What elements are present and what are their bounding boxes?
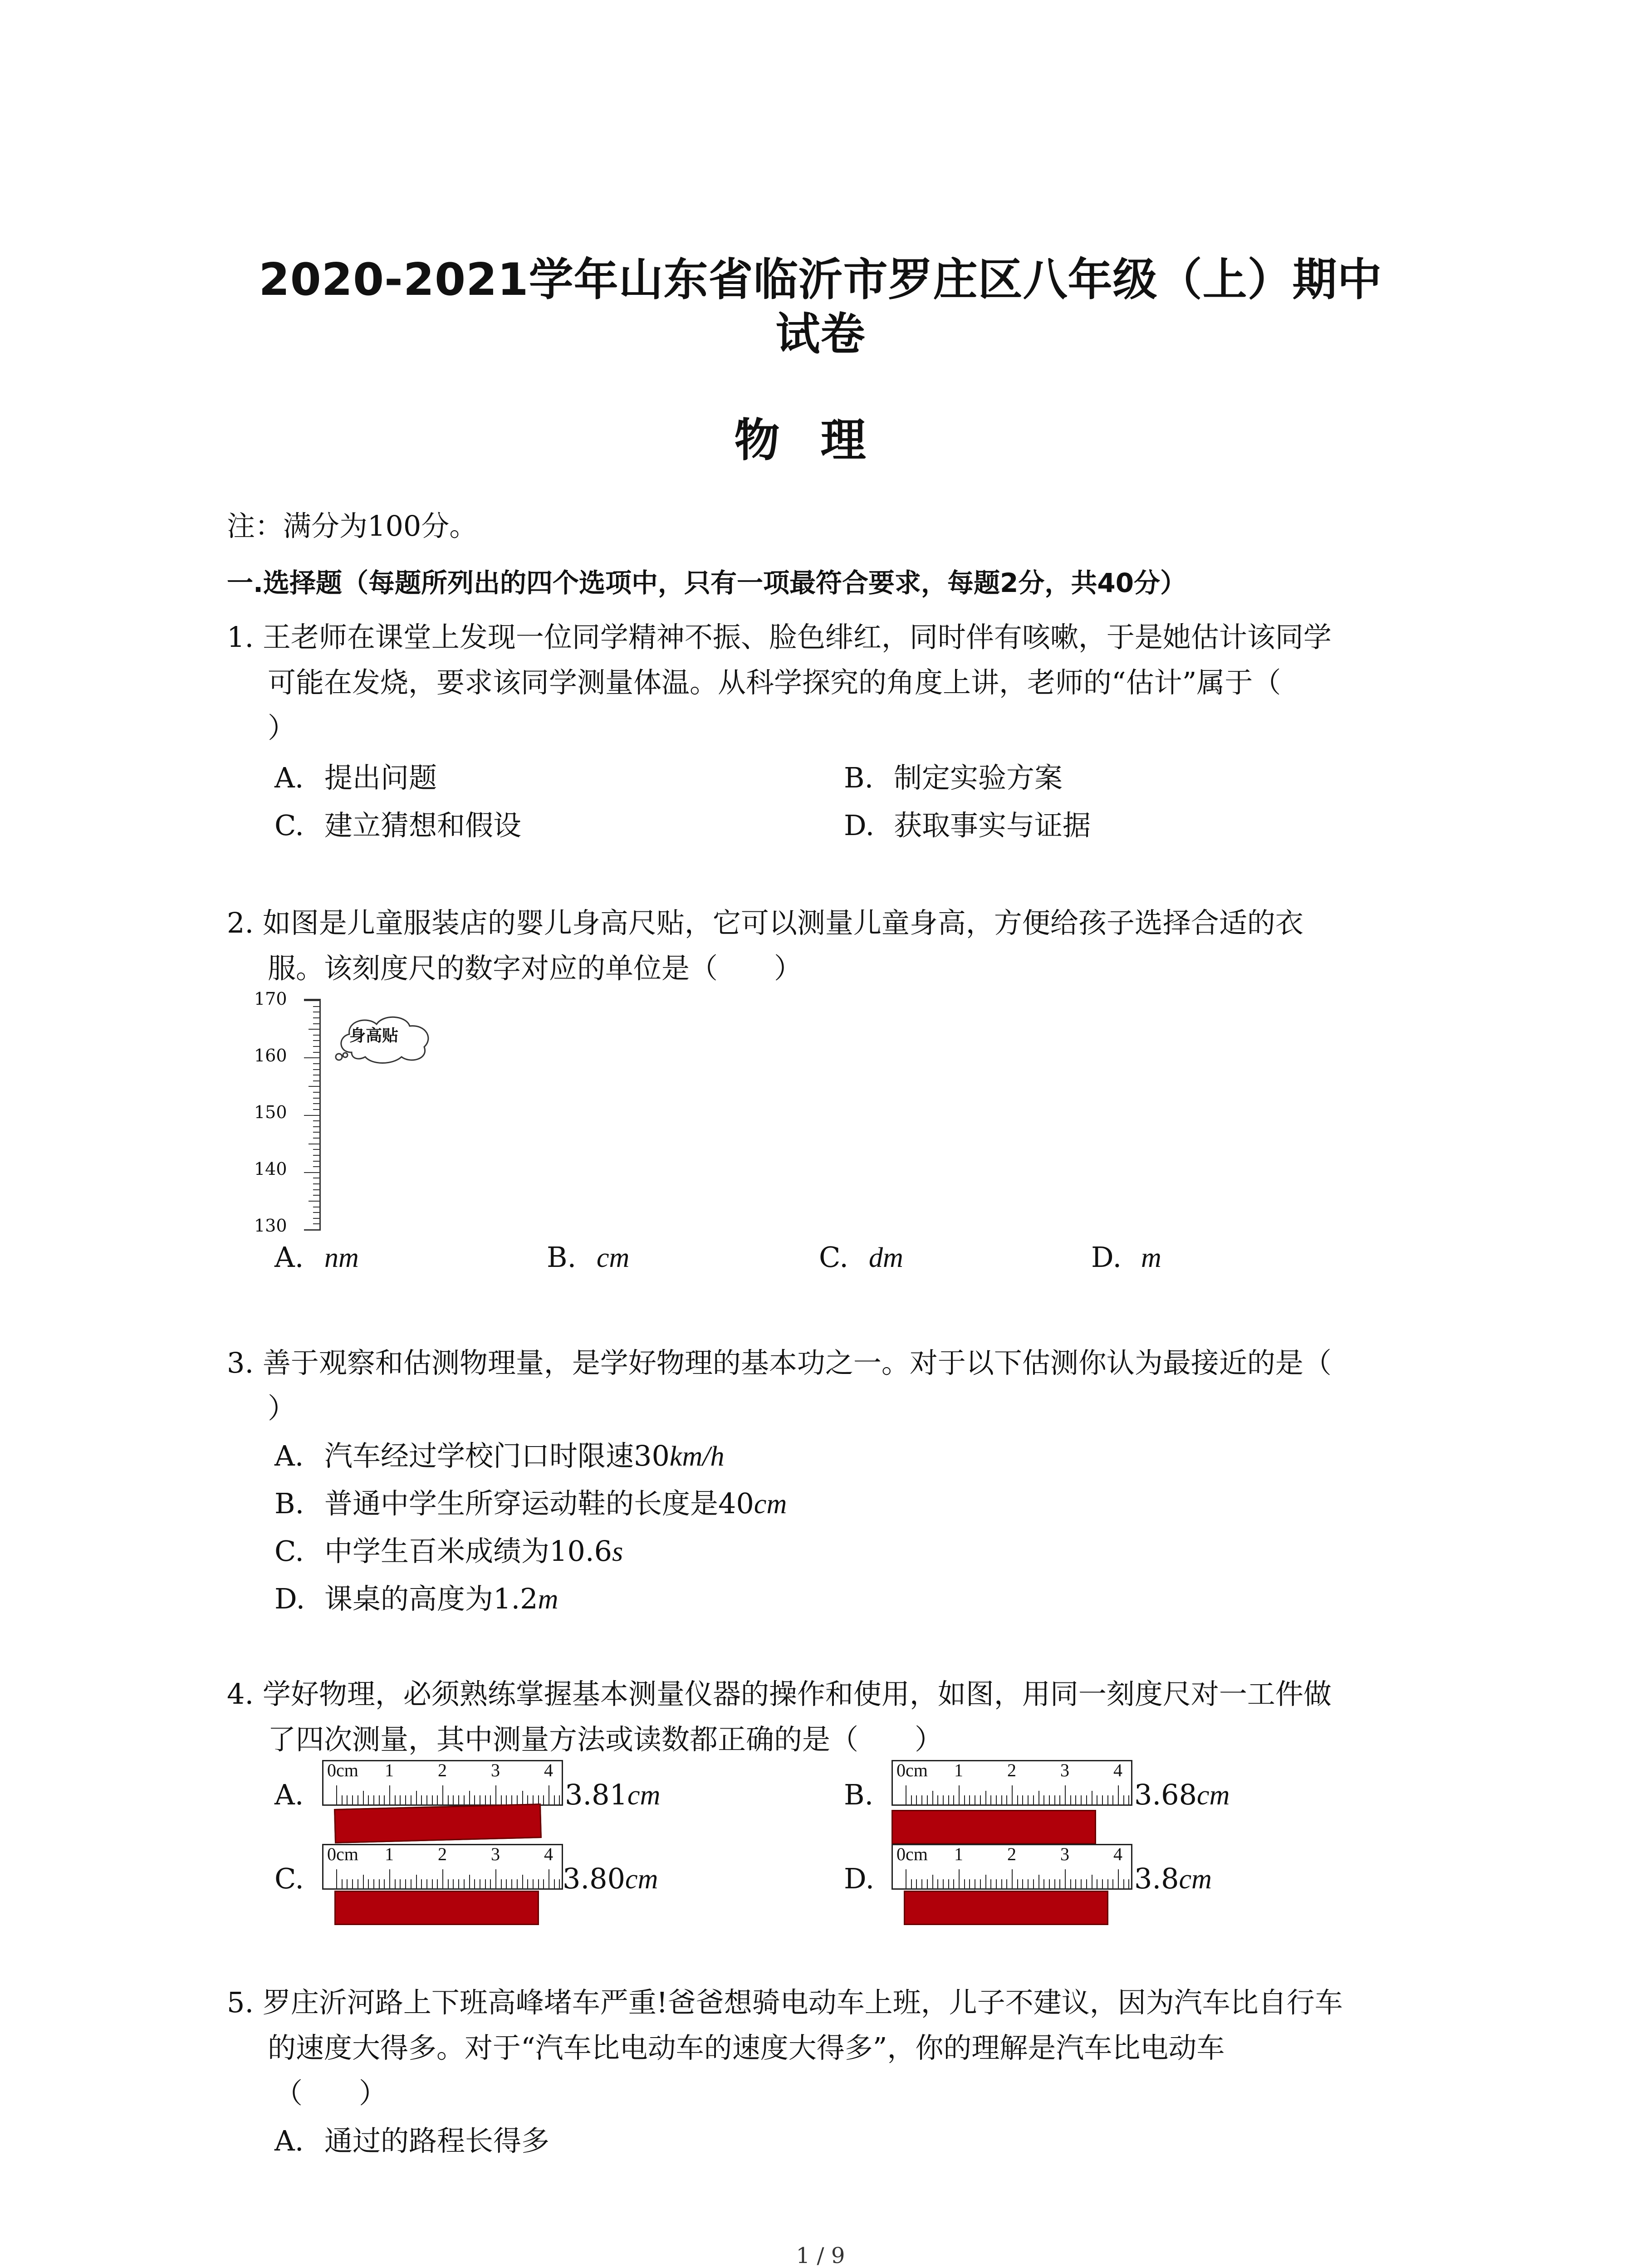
cm-ruler-tick [943, 1879, 944, 1888]
cm-ruler-tick [405, 1795, 406, 1804]
cm-ruler-tick [969, 1795, 970, 1804]
cm-ruler-label: 1 [385, 1844, 394, 1864]
q1-option-a[interactable]: A. 提出问题 [274, 761, 437, 794]
cm-ruler-tick [1118, 1869, 1119, 1888]
cm-ruler-tick [1049, 1795, 1050, 1804]
cm-ruler-tick [1123, 1879, 1124, 1888]
score-note: 注：满分为100分。 [227, 509, 478, 543]
q4-option-b-label[interactable]: B. [844, 1778, 874, 1811]
ruler-label-140: 140 [254, 1159, 287, 1179]
cm-ruler-tick [911, 1795, 912, 1804]
cm-ruler-tick [1043, 1795, 1044, 1804]
cm-ruler-tick [1059, 1795, 1060, 1804]
cm-ruler-tick [1001, 1879, 1002, 1888]
q2-line1: 2. 如图是儿童服装店的婴儿身高尺贴，它可以测量儿童身高，方便给孩子选择合适的衣 [227, 906, 1303, 939]
cm-ruler-tick [495, 1869, 496, 1888]
ruler-label-150: 150 [254, 1102, 287, 1122]
cm-ruler-tick [384, 1795, 385, 1804]
cm-ruler-tick [511, 1879, 512, 1888]
cm-ruler-tick [421, 1795, 422, 1804]
cm-ruler-tick [953, 1795, 954, 1804]
cm-ruler-tick [426, 1795, 427, 1804]
height-ruler-tick [304, 1229, 319, 1230]
height-ruler [304, 999, 321, 1231]
height-ruler-tick [313, 1132, 319, 1133]
cm-ruler-tick [1086, 1795, 1087, 1804]
cm-ruler-tick [1081, 1795, 1082, 1804]
cm-ruler-tick [379, 1879, 380, 1888]
cm-ruler-tick [1070, 1795, 1071, 1804]
cm-ruler-tick [368, 1795, 369, 1804]
height-ruler-tick [313, 1080, 319, 1081]
cm-ruler-tick [453, 1879, 454, 1888]
cm-ruler-tick [469, 1791, 470, 1804]
q4-option-d-ruler [892, 1844, 1132, 1889]
cm-ruler-tick [347, 1795, 348, 1804]
cm-ruler-tick [959, 1869, 960, 1888]
cm-ruler-tick [517, 1879, 518, 1888]
q2-option-a[interactable]: A. nm [274, 1241, 359, 1274]
cm-ruler-tick [389, 1785, 390, 1804]
cm-ruler-label: 3 [1060, 1844, 1069, 1864]
cm-ruler-tick [1054, 1795, 1055, 1804]
cm-ruler-label: 2 [1007, 1760, 1016, 1780]
cm-ruler-tick [1012, 1869, 1013, 1888]
cm-ruler-tick [347, 1879, 348, 1888]
q5-line3: （ ） [274, 2077, 387, 2110]
cm-ruler-tick [948, 1879, 949, 1888]
cm-ruler-tick [985, 1791, 986, 1804]
q4-option-d-reading: 3.8cm [1134, 1862, 1212, 1895]
cm-ruler-label: 3 [491, 1844, 500, 1864]
cm-ruler-tick [1112, 1795, 1113, 1804]
subject-heading: 物理 [734, 414, 907, 467]
q1-line1: 1. 王老师在课堂上发现一位同学精神不振、脸色绯红，同时伴有咳嗽，于是她估计该同学 [227, 621, 1332, 654]
cm-ruler-tick [501, 1795, 502, 1804]
cm-ruler-tick [1017, 1879, 1018, 1888]
cm-ruler-body [322, 1844, 563, 1890]
ruler-label-130: 130 [254, 1216, 287, 1236]
cm-ruler-tick [969, 1879, 970, 1888]
cm-ruler-tick [1107, 1879, 1108, 1888]
cm-ruler-tick [426, 1879, 427, 1888]
height-ruler-tick [313, 1023, 319, 1024]
q4-option-a-reading: 3.81cm [565, 1778, 661, 1811]
cm-ruler-tick [1038, 1791, 1039, 1804]
cm-ruler-tick [432, 1879, 433, 1888]
cm-ruler-tick [416, 1875, 417, 1888]
cm-ruler-tick [996, 1795, 997, 1804]
cm-ruler-tick [506, 1879, 507, 1888]
cm-ruler-label: 0cm [896, 1844, 928, 1864]
cm-ruler-tick [1038, 1875, 1039, 1888]
ruler-label-170: 170 [254, 989, 287, 1009]
page-number: 1 / 9 [796, 2243, 845, 2268]
cm-ruler-tick [389, 1869, 390, 1888]
cm-ruler-tick [1081, 1879, 1082, 1888]
height-ruler-tick [313, 1155, 319, 1156]
cm-ruler-label: 1 [954, 1844, 963, 1864]
cm-ruler-tick [432, 1795, 433, 1804]
cm-ruler-tick [921, 1879, 922, 1888]
cm-ruler-tick [932, 1875, 933, 1888]
cm-ruler-tick [533, 1795, 534, 1804]
cm-ruler-tick [1128, 1795, 1129, 1804]
cm-ruler-tick [522, 1791, 523, 1804]
cm-ruler-body [322, 1760, 563, 1806]
q1-line2: 可能在发烧，要求该同学测量体温。从科学探究的角度上讲，老师的“估计”属于（ [268, 666, 1281, 699]
cm-ruler-label: 4 [1113, 1844, 1122, 1864]
cm-ruler-tick [980, 1795, 981, 1804]
cm-ruler-tick [495, 1785, 496, 1804]
cm-ruler-tick [1112, 1879, 1113, 1888]
q4-option-b-reading: 3.68cm [1134, 1778, 1230, 1811]
section-heading: 一.选择题（每题所列出的四个选项中，只有一项最符合要求，每题2分，共40分） [227, 567, 1187, 598]
cm-ruler-tick [990, 1879, 991, 1888]
q5-line2: 的速度大得多。对于“汽车比电动车的速度大得多”，你的理解是汽车比电动车 [268, 2031, 1225, 2064]
q4-option-d-workpiece [904, 1891, 1108, 1925]
cm-ruler-tick [554, 1879, 555, 1888]
cm-ruler-tick [442, 1785, 443, 1804]
sticker-text: 身高贴 [349, 1026, 399, 1045]
q4-line2: 了四次测量，其中测量方法或读数都正确的是（ ） [268, 1723, 943, 1756]
cm-ruler-tick [400, 1879, 401, 1888]
height-ruler-tick [313, 1218, 319, 1219]
cm-ruler-label: 2 [1007, 1844, 1016, 1864]
cm-ruler-tick [1102, 1795, 1103, 1804]
cm-ruler-tick [927, 1795, 928, 1804]
cm-ruler-tick [964, 1879, 965, 1888]
q2-option-d[interactable]: D. m [1091, 1241, 1161, 1274]
q4-option-c-ruler [322, 1844, 563, 1889]
q1-line3: ） [268, 711, 296, 744]
height-ruler-tick [313, 1063, 319, 1064]
cm-ruler-tick [416, 1791, 417, 1804]
height-ruler-tick [304, 1115, 319, 1116]
cm-ruler-body [892, 1760, 1132, 1806]
height-ruler-tick [313, 1212, 319, 1213]
height-ruler-tick [313, 1052, 319, 1053]
cm-ruler-tick [352, 1879, 353, 1888]
exam-title-line2: 试卷 [775, 308, 866, 360]
cm-ruler-tick [543, 1795, 544, 1804]
height-ruler-tick [313, 1138, 319, 1139]
cm-ruler-tick [373, 1795, 374, 1804]
height-ruler-tick [313, 1017, 319, 1018]
cm-ruler-tick [916, 1879, 917, 1888]
cm-ruler-label: 3 [491, 1760, 500, 1780]
cm-ruler-tick [964, 1795, 965, 1804]
cm-ruler-tick [1006, 1795, 1007, 1804]
cm-ruler-tick [1086, 1879, 1087, 1888]
cm-ruler-tick [464, 1879, 465, 1888]
cm-ruler-tick [948, 1795, 949, 1804]
height-ruler-tick [304, 1000, 319, 1001]
cm-ruler-tick [363, 1791, 364, 1804]
cm-ruler-label: 0cm [327, 1760, 358, 1780]
cm-ruler-tick [336, 1785, 337, 1804]
cm-ruler-tick [342, 1879, 343, 1888]
q4-line1: 4. 学好物理，必须熟练掌握基本测量仪器的操作和使用，如图，用同一刻度尺对一工件做 [227, 1677, 1332, 1711]
cm-ruler-tick [1070, 1879, 1071, 1888]
height-ruler-tick [313, 1189, 319, 1190]
cm-ruler-tick [996, 1879, 997, 1888]
height-ruler-tick [313, 1126, 319, 1127]
q3-line2: ） [268, 1392, 296, 1425]
q4-option-d-label[interactable]: D. [844, 1862, 875, 1895]
height-ruler-tick [304, 1172, 319, 1173]
cm-ruler-tick [442, 1869, 443, 1888]
cm-ruler-tick [1123, 1795, 1124, 1804]
cm-ruler-tick [921, 1795, 922, 1804]
cm-ruler-tick [1054, 1879, 1055, 1888]
cm-ruler-label: 1 [954, 1760, 963, 1780]
cm-ruler-tick [458, 1795, 459, 1804]
cm-ruler-tick [506, 1795, 507, 1804]
cm-ruler-label: 0cm [327, 1844, 358, 1864]
height-ruler-tick [313, 1195, 319, 1196]
height-ruler-tick [313, 1166, 319, 1167]
ruler-label-160: 160 [254, 1046, 287, 1066]
cm-ruler-tick [1033, 1795, 1034, 1804]
cm-ruler-tick [559, 1879, 560, 1888]
cm-ruler-tick [559, 1795, 560, 1804]
q2-line2: 服。该刻度尺的数字对应的单位是（ ） [268, 952, 803, 985]
cm-ruler-label: 4 [544, 1844, 553, 1864]
cm-ruler-tick [1028, 1795, 1029, 1804]
height-ruler-tick [313, 1109, 319, 1110]
q3-option-c[interactable]: C. 中学生百米成绩为10.6s [274, 1535, 623, 1568]
height-ruler-tick [313, 1161, 319, 1162]
cm-ruler-tick [1043, 1879, 1044, 1888]
cm-ruler-tick [943, 1795, 944, 1804]
q1-option-d[interactable]: D. 获取事实与证据 [844, 809, 1091, 842]
cm-ruler-tick [342, 1795, 343, 1804]
cm-ruler-tick [1006, 1879, 1007, 1888]
cm-ruler-tick [985, 1875, 986, 1888]
height-ruler-tick [309, 1029, 319, 1030]
cm-ruler-tick [911, 1879, 912, 1888]
cm-ruler-tick [1102, 1879, 1103, 1888]
q4-option-c-workpiece [334, 1891, 539, 1925]
cm-ruler-tick [490, 1795, 491, 1804]
q3-option-d[interactable]: D. 课桌的高度为1.2m [274, 1582, 558, 1615]
height-ruler-tick [313, 1183, 319, 1184]
cm-ruler-tick [448, 1795, 449, 1804]
cm-ruler-tick [1107, 1795, 1108, 1804]
cm-ruler-tick [1128, 1879, 1129, 1888]
height-ruler-tick [313, 1069, 319, 1070]
cm-ruler-tick [543, 1879, 544, 1888]
cm-ruler-tick [363, 1875, 364, 1888]
cm-ruler-tick [511, 1795, 512, 1804]
q5-option-a[interactable]: A. 通过的路程长得多 [274, 2124, 550, 2157]
cm-ruler-tick [1049, 1879, 1050, 1888]
height-ruler-tick [309, 1086, 319, 1087]
height-ruler-tick [304, 1057, 319, 1058]
cm-ruler-tick [405, 1879, 406, 1888]
height-ruler-tick [313, 1035, 319, 1036]
q4-option-b-ruler [892, 1760, 1132, 1805]
cm-ruler-tick [458, 1879, 459, 1888]
cm-ruler-tick [469, 1875, 470, 1888]
cm-ruler-tick [352, 1795, 353, 1804]
cm-ruler-label: 1 [385, 1760, 394, 1780]
height-ruler-tick [313, 1098, 319, 1099]
cm-ruler-tick [527, 1879, 528, 1888]
cm-ruler-tick [937, 1795, 938, 1804]
cm-ruler-body [892, 1844, 1132, 1890]
height-ruler-tick [313, 1120, 319, 1121]
q4-option-c-reading: 3.80cm [563, 1862, 658, 1895]
height-ruler-tick [313, 1006, 319, 1007]
cm-ruler-tick [1022, 1795, 1023, 1804]
cm-ruler-tick [927, 1879, 928, 1888]
cm-ruler-tick [533, 1879, 534, 1888]
cm-ruler-tick [1065, 1785, 1066, 1804]
cm-ruler-tick [932, 1791, 933, 1804]
q3-line1: 3. 善于观察和估测物理量，是学好物理的基本功之一。对于以下估测你认为最接近的是（ [227, 1346, 1332, 1379]
cm-ruler-tick [474, 1879, 475, 1888]
q5-line1: 5. 罗庄沂河路上下班高峰堵车严重!爸爸想骑电动车上班，儿子不建议，因为汽车比自行车 [227, 1986, 1343, 2019]
cm-ruler-tick [395, 1879, 396, 1888]
cm-ruler-tick [554, 1795, 555, 1804]
cm-ruler-tick [980, 1879, 981, 1888]
cm-ruler-tick [1059, 1879, 1060, 1888]
cm-ruler-tick [368, 1879, 369, 1888]
height-ruler-tick [313, 1149, 319, 1150]
height-ruler-tick [313, 1103, 319, 1104]
q4-option-a-workpiece [334, 1804, 542, 1843]
height-ruler-tick [313, 1040, 319, 1041]
cm-ruler-tick [384, 1879, 385, 1888]
cm-ruler-tick [538, 1795, 539, 1804]
cm-ruler-tick [464, 1795, 465, 1804]
cm-ruler-tick [373, 1879, 374, 1888]
cm-ruler-tick [538, 1879, 539, 1888]
q2-option-c[interactable]: C. dm [819, 1241, 903, 1274]
height-ruler-tick [309, 1201, 319, 1202]
cm-ruler-tick [437, 1795, 438, 1804]
cm-ruler-tick [1118, 1785, 1119, 1804]
cm-ruler-tick [916, 1795, 917, 1804]
cm-ruler-label: 2 [438, 1844, 447, 1864]
cm-ruler-tick [437, 1879, 438, 1888]
cm-ruler-tick [379, 1795, 380, 1804]
cm-ruler-tick [474, 1795, 475, 1804]
cm-ruler-tick [990, 1795, 991, 1804]
cm-ruler-tick [485, 1795, 486, 1804]
cm-ruler-tick [1075, 1879, 1076, 1888]
cm-ruler-label: 2 [438, 1760, 447, 1780]
cm-ruler-tick [527, 1795, 528, 1804]
height-ruler-tick [313, 1223, 319, 1224]
height-ruler-tick [313, 1046, 319, 1047]
cm-ruler-tick [453, 1795, 454, 1804]
cm-ruler-tick [522, 1875, 523, 1888]
cm-ruler-tick [1017, 1795, 1018, 1804]
cm-ruler-tick [517, 1795, 518, 1804]
height-ruler-tick [313, 1092, 319, 1093]
cm-ruler-label: 4 [544, 1760, 553, 1780]
cm-ruler-tick [336, 1869, 337, 1888]
cm-ruler-tick [937, 1879, 938, 1888]
cm-ruler-tick [490, 1879, 491, 1888]
cm-ruler-tick [485, 1879, 486, 1888]
cm-ruler-tick [448, 1879, 449, 1888]
cm-ruler-tick [395, 1795, 396, 1804]
cm-ruler-tick [400, 1795, 401, 1804]
cm-ruler-tick [953, 1879, 954, 1888]
cm-ruler-tick [1001, 1795, 1002, 1804]
cm-ruler-tick [1028, 1879, 1029, 1888]
cm-ruler-label: 3 [1060, 1760, 1069, 1780]
cm-ruler-tick [421, 1879, 422, 1888]
q3-option-b[interactable]: B. 普通中学生所穿运动鞋的长度是40cm [274, 1487, 787, 1520]
q3-option-a[interactable]: A. 汽车经过学校门口时限速30km/h [274, 1439, 725, 1472]
q4-option-c-label[interactable]: C. [274, 1862, 304, 1895]
q4-option-b-workpiece [892, 1810, 1096, 1844]
cm-ruler-tick [959, 1785, 960, 1804]
cm-ruler-tick [1012, 1785, 1013, 1804]
cm-ruler-tick [501, 1879, 502, 1888]
cm-ruler-tick [1065, 1869, 1066, 1888]
exam-title-line1: 2020-2021学年山东省临沂市罗庄区八年级（上）期中 [259, 254, 1382, 306]
q1-option-c[interactable]: C. 建立猜想和假设 [274, 809, 522, 842]
q2-option-b[interactable]: B. cm [547, 1241, 630, 1274]
q4-option-a-label[interactable]: A. [274, 1778, 304, 1811]
q1-option-b[interactable]: B. 制定实验方案 [844, 761, 1063, 794]
q4-option-a-ruler [322, 1760, 563, 1805]
cm-ruler-tick [1033, 1879, 1034, 1888]
cm-ruler-tick [1022, 1879, 1023, 1888]
cm-ruler-label: 0cm [896, 1760, 928, 1780]
cm-ruler-tick [1075, 1795, 1076, 1804]
cm-ruler-label: 4 [1113, 1760, 1122, 1780]
